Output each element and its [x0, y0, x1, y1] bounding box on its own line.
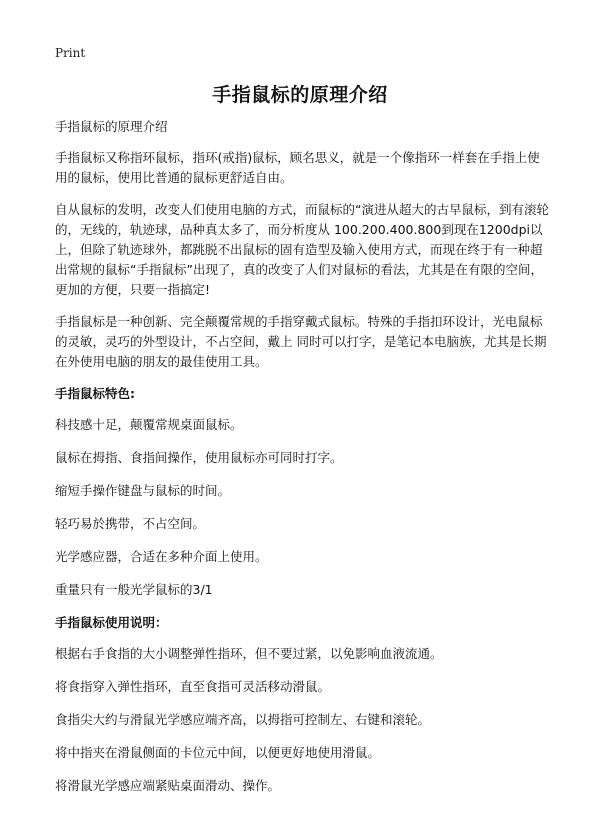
usage-step: 根据右手食指的大小调整弹性指环，但不要过紧，以免影响血液流通。 [55, 646, 443, 661]
intro-paragraph: 手指鼠标又称指环鼠标，指环(戒指)鼠标，顾名思义，就是一个像指环一样套在手指上使用的鼠标，使用比普通的鼠标更舒适自由。 [55, 150, 540, 185]
feature-item: 缩短手操作键盘与鼠标的时间。 [55, 483, 231, 498]
feature-item: 重量只有一般光学鼠标的3/1 [55, 582, 213, 597]
usage-step: 将中指夹在滑鼠侧面的卡位元中间，以便更好地使用滑鼠。 [55, 745, 381, 760]
features-heading: 手指鼠标特色: [55, 386, 135, 401]
usage-step: 将滑鼠光学感应端紧贴桌面滑动、操作。 [55, 778, 281, 793]
description-paragraph: 手指鼠标是一种创新、完全颠覆常规的手指穿戴式鼠标。特殊的手指扣环设计，光电鼠标的灵敏，灵巧的外型设计，不占空间，戴上 同时可以打字，是笔记本电脑族，尤其是长期在外使用电脑的朋友的最佳使用工具。 [55, 314, 547, 369]
feature-item: 轻巧易於携带，不占空间。 [55, 516, 206, 531]
history-paragraph: 自从鼠标的发明，改变人们使用电脑的方式，而鼠标的“演进从超大的古早鼠标，到有滚轮的，无线的，轨迹球，品种真太多了，而分析度从 100.200.400.800到现在1200dpi以上，但除了轨迹球外，都跳脱不出鼠标的固有造型及输入使用方式，而现在终于有一种超出常规的鼠标“手指鼠标”出现了，真的改变了人们对鼠标的看法，尤其是在有限的空间，更加的方便，只要一指搞定! [55, 202, 549, 297]
document-subtitle: 手指鼠标的原理介绍 [55, 119, 168, 134]
feature-item: 光学感应器，合适在多种介面上使用。 [55, 549, 268, 564]
usage-heading: 手指鼠标使用说明： [55, 615, 168, 630]
usage-step: 将食指穿入弹性指环，直至食指可灵活移动滑鼠。 [55, 679, 331, 694]
document-body [55, 117, 550, 809]
feature-item: 科技感十足，颠覆常规桌面鼠标。 [55, 417, 243, 432]
page-title: 手指鼠标的原理介绍 [212, 84, 388, 106]
feature-item: 鼠标在拇指、食指间操作，使用鼠标亦可同时打字。 [55, 450, 343, 465]
print-link[interactable]: Print [55, 46, 86, 60]
usage-step: 食指尖大约与滑鼠光学感应端齐高，以拇指可控制左、右键和滚轮。 [55, 712, 431, 727]
